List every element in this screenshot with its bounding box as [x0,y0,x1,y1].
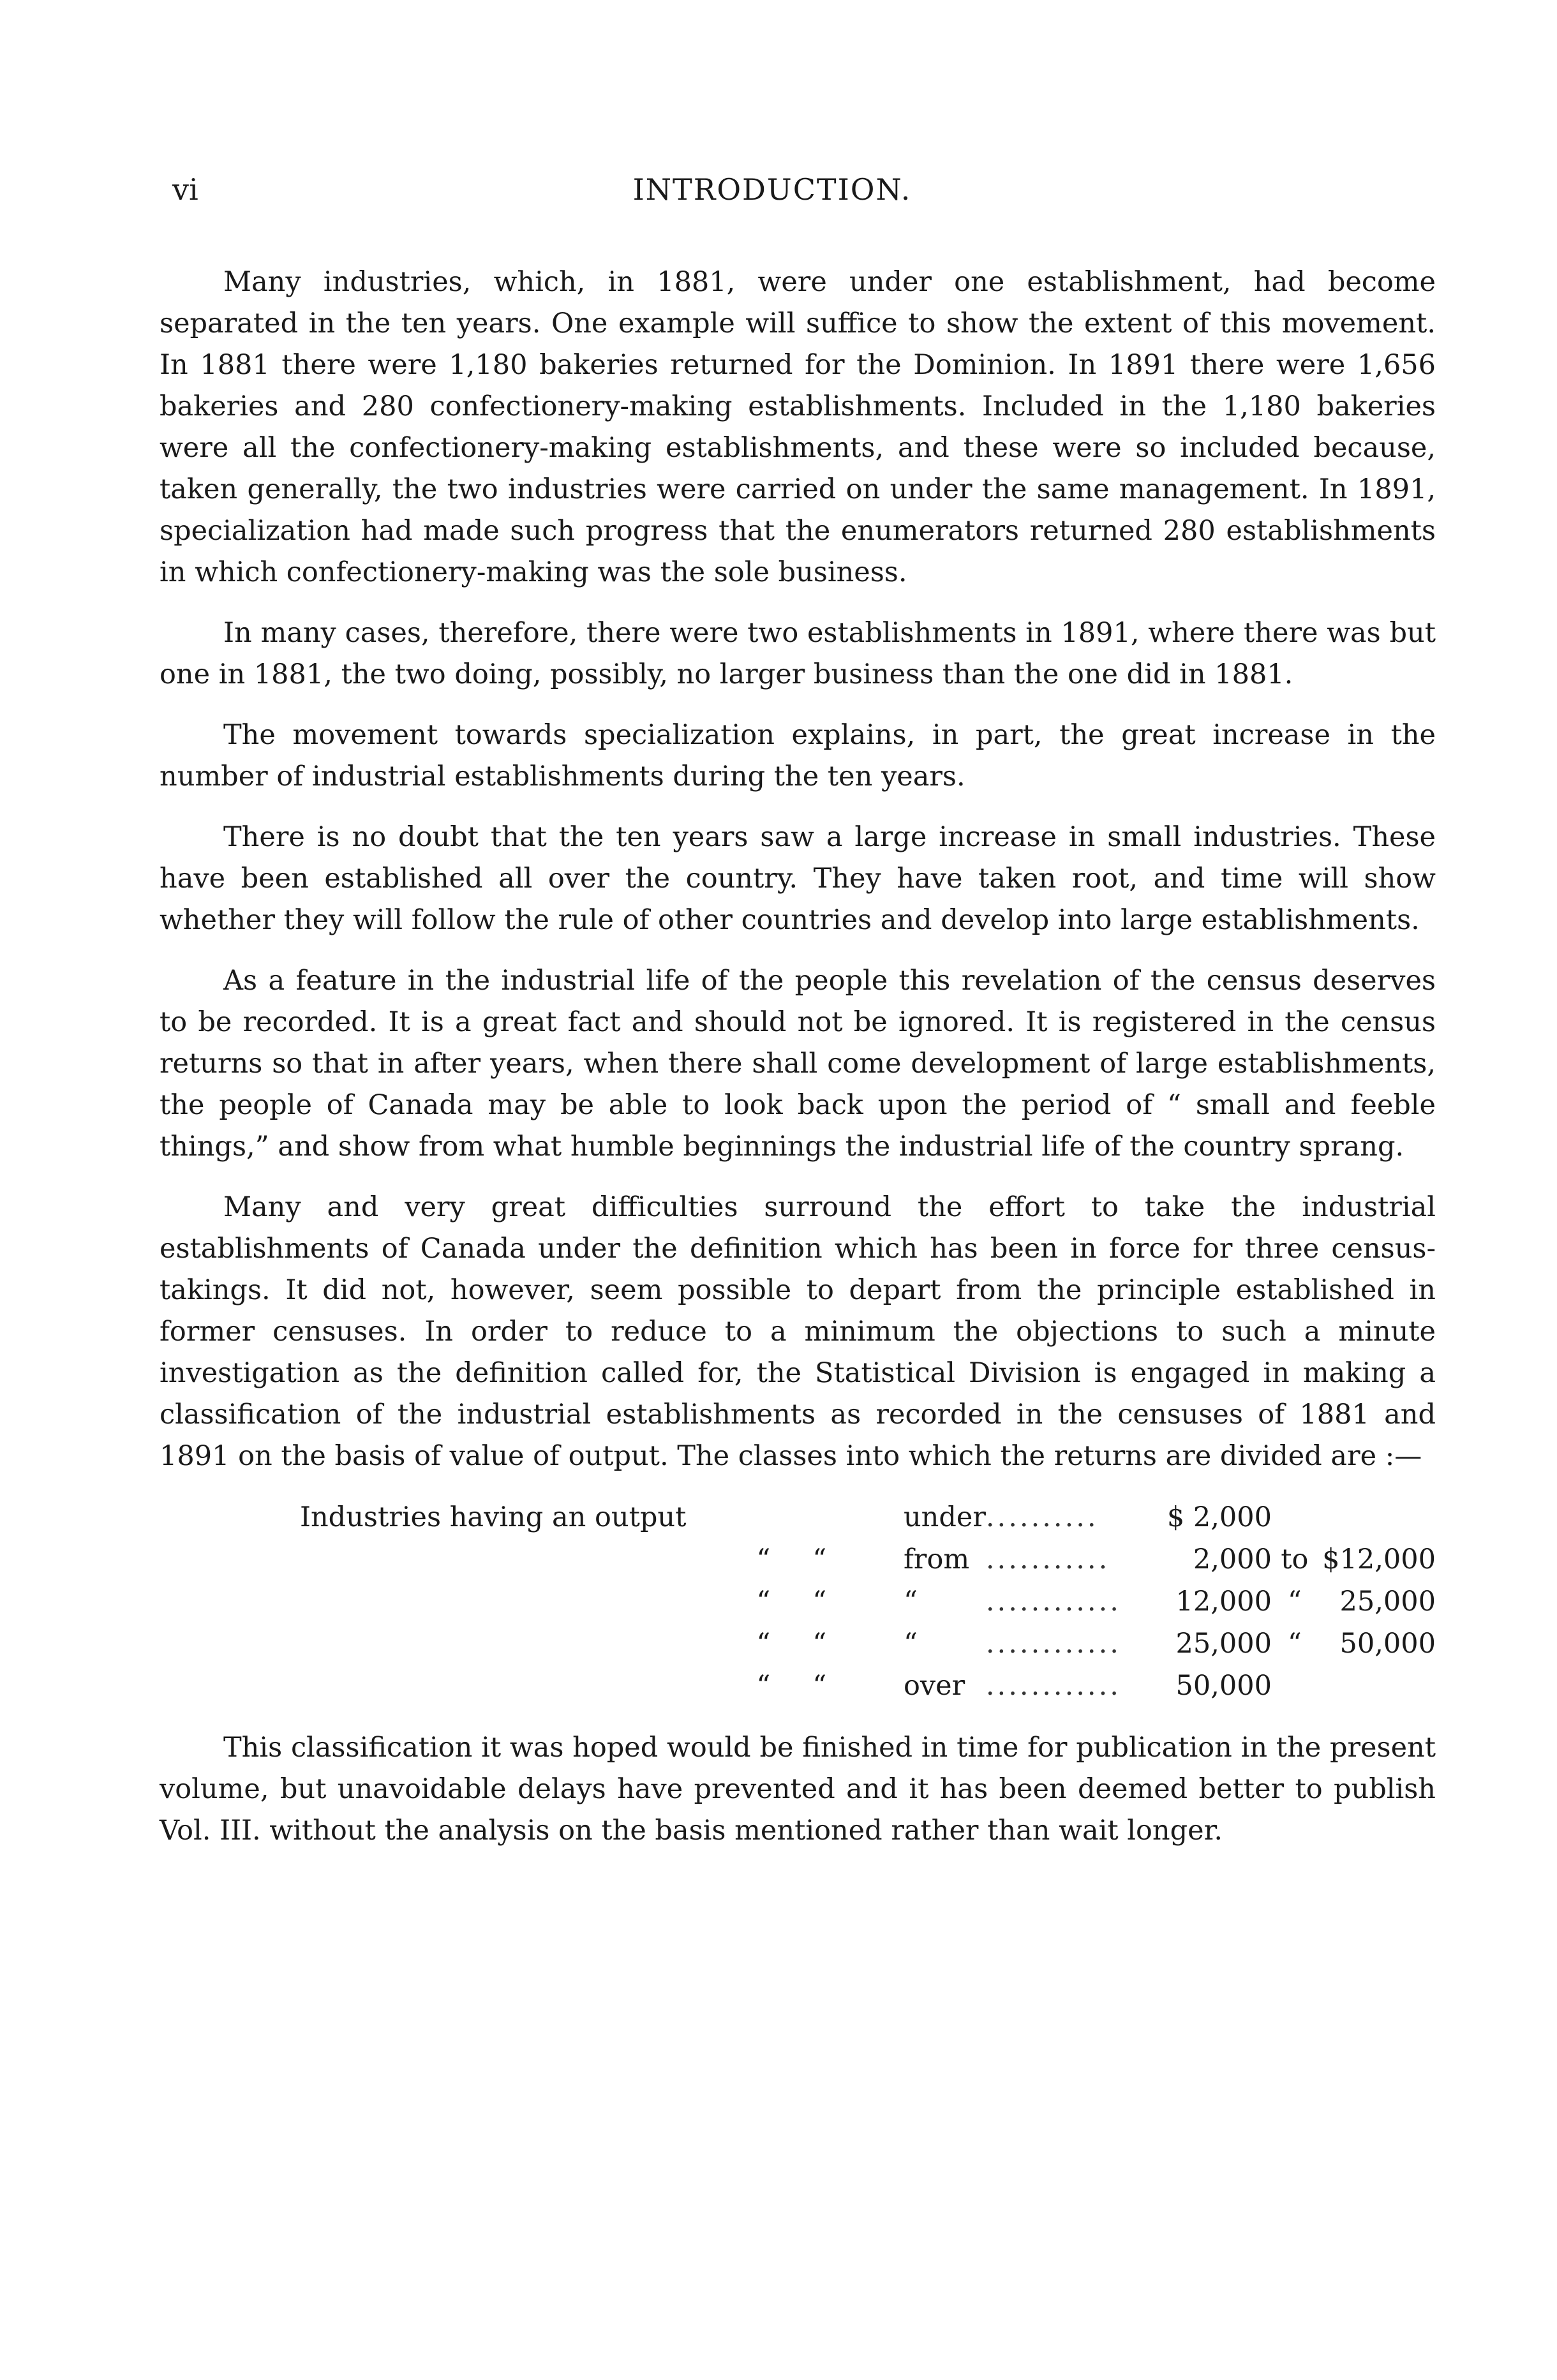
class-ditto2-cell: “ [812,1543,827,1575]
class-amount-cell: 2,000 [1193,1543,1272,1575]
class-qualifier-cell: “ [903,1586,918,1618]
class-amount-cell: 25,000 [1175,1628,1272,1660]
paragraph: In many cases, therefore, there were two establishments in 1891, where there was but one in 1881, the two doing, possibly, no larger business than the one did in 1881. [160,617,1436,690]
class-to-cell: to [1281,1543,1309,1575]
running-head: INTRODUCTION. [632,172,912,207]
class-to-cell [1272,1665,1318,1707]
body-text [160,262,1436,1871]
class-ditto2-cell: “ [812,1670,827,1702]
table-row [300,1623,1436,1665]
table-row [300,1496,1436,1538]
class-upper-cell [1318,1496,1436,1538]
class-label-cell [300,1580,686,1623]
closing-paragraph: This classification it was hoped would be finished in time for publication in the present volume, but unavoidable delays have prevented and it has been deemed better to publish Vol. III. without the analysis on the basis mentioned rather than wait longer. [160,1732,1436,1847]
table-row [300,1665,1436,1707]
class-leader-cell: .......... [985,1501,1099,1533]
class-qualifier-cell: “ [903,1628,918,1660]
class-ditto2-cell: “ [812,1586,827,1618]
class-to-cell: “ [1287,1628,1302,1660]
class-upper-cell: $12,000 [1322,1543,1436,1575]
page-number: vi [172,172,198,207]
class-leader-cell: ............ [985,1670,1121,1702]
class-label-cell [300,1623,686,1665]
output-classes-table [300,1496,1436,1707]
class-ditto1-cell: “ [756,1628,771,1660]
paragraph: The movement towards specialization explains, in part, the great increase in the number of industrial establishments during the ten years. [160,719,1436,792]
class-amount-cell: $ 2,000 [1166,1501,1272,1533]
class-amount-cell: 12,000 [1175,1586,1272,1618]
class-ditto2-cell: “ [812,1628,827,1660]
class-upper-cell [1318,1665,1436,1707]
paragraph: There is no doubt that the ten years saw a large increase in small industries. These have been established all over the country. They have taken root, and time will show whether they will follow the rule of other countries and develop into large establishments. [160,821,1436,936]
class-label-cell [300,1538,686,1580]
table-row [300,1538,1436,1580]
class-to-cell [1272,1496,1318,1538]
class-ditto1-cell [686,1496,812,1538]
class-amount-cell: 50,000 [1175,1670,1272,1702]
class-label-cell: Industries having an output [300,1501,687,1533]
class-upper-cell: 50,000 [1339,1628,1436,1660]
paragraph: Many and very great difficulties surround the effort to take the industrial establishments of Canada under the definition which has been in force for three census-takings. It did not, however, seem possible to depart from the principle established in former censuses. In order to reduce to a minimum the objections to such a minute investigation as the definition called for, the Statistical Division is engaged in making a classification of the industrial establishments as recorded in the censuses of 1881 and 1891 on the basis of value of output. The classes into which the returns are divided are :— [160,1191,1436,1472]
class-leader-cell: ........... [985,1543,1110,1575]
class-qualifier-cell: from [903,1543,970,1575]
class-leader-cell: ............ [985,1586,1121,1618]
class-leader-cell: ............ [985,1628,1121,1660]
class-qualifier-cell: under [903,1501,986,1533]
class-ditto1-cell: “ [756,1670,771,1702]
paragraph: Many industries, which, in 1881, were under one establishment, had become separated in the ten years. One example will suffice to show the extent of this movement. In 1881 there were 1,180 bakeries returned for the Dominion. In 1891 there were 1,656 bakeries and 280 confectionery-making establishments. Included in the 1,180 bakeries were all the confectionery-making establishments, and these were so included because, taken generally, the two industries were carried on under the same management. In 1891, specialization had made such progress that the enumerators returned 280 establishments in which confectionery-making was the sole business. [160,266,1436,588]
class-ditto1-cell: “ [756,1586,771,1618]
class-label-cell [300,1665,686,1707]
table-row [300,1580,1436,1623]
class-qualifier-cell: over [903,1670,965,1702]
class-ditto2-cell [812,1496,904,1538]
class-upper-cell: 25,000 [1339,1586,1436,1618]
class-ditto1-cell: “ [756,1543,771,1575]
page-header [172,172,1442,217]
class-to-cell: “ [1287,1586,1302,1618]
paragraph: As a feature in the industrial life of the people this revelation of the census deserves to be recorded. It is a great fact and should not be ignored. It is registered in the census returns so that in after years, when there shall come development of large establishments, the people of Canada may be able to look back upon the period of “ small and feeble things,” and show from what humble beginnings the industrial life of the country sprang. [160,965,1436,1163]
